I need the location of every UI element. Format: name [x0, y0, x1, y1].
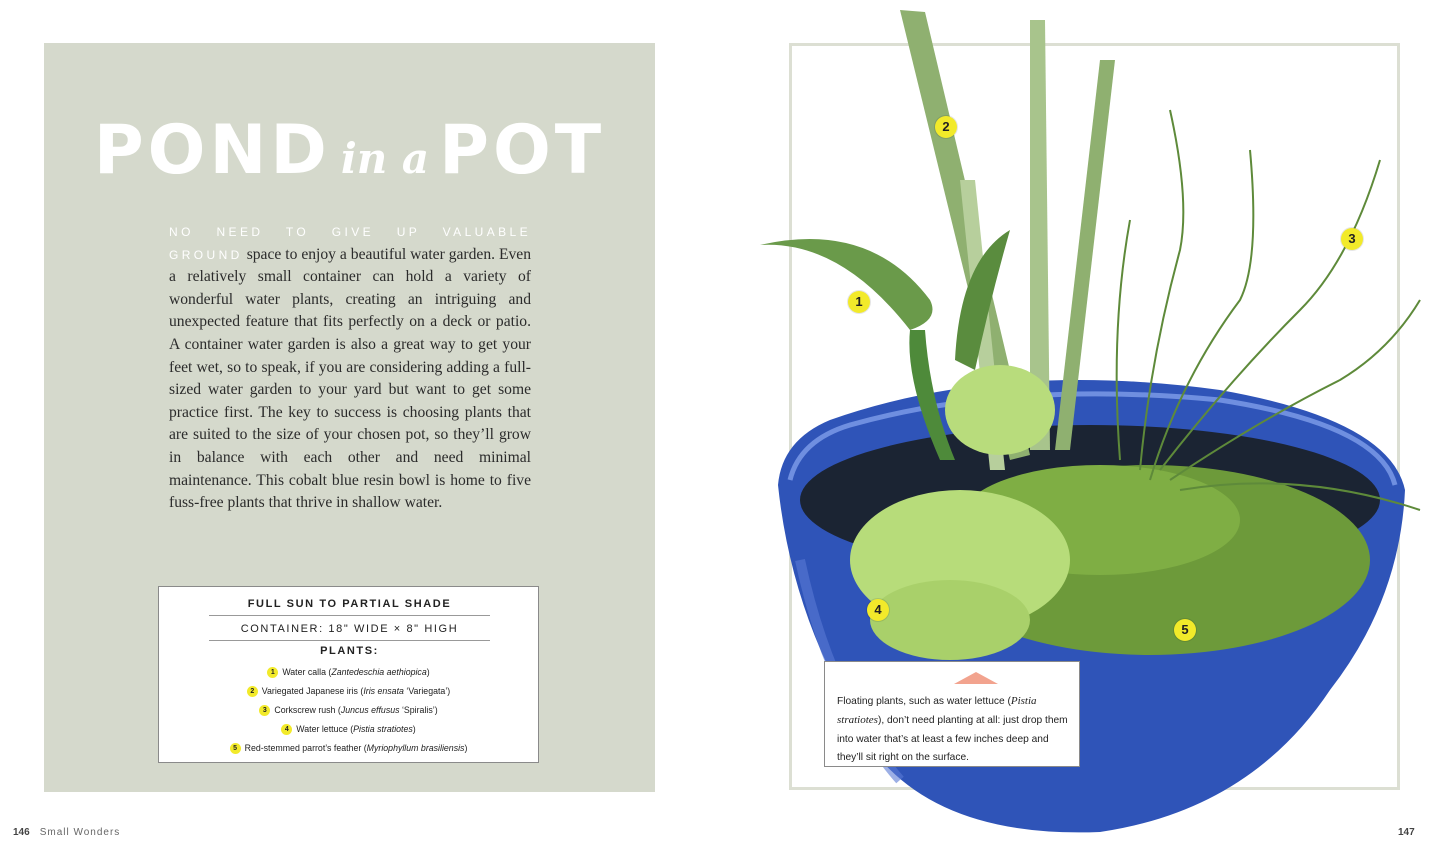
number-badge: 1	[267, 667, 278, 678]
caption-latin-name: Pistia stratiotes	[837, 695, 1037, 727]
callout-4: 4	[867, 599, 889, 621]
caption-pre: Floating plants, such as water lettuce (	[837, 696, 1011, 707]
caption-text	[837, 692, 1069, 768]
intro-lead-in: NO NEED TO GIVE UP VALUABLE GROUND	[169, 225, 531, 262]
title-word-pot: POT	[439, 111, 606, 190]
plant-latin-name: Pistia stratiotes	[353, 724, 413, 734]
plant-common-name: Red-stemmed parrot’s feather (	[244, 743, 367, 753]
plant-name-suffix: )	[412, 724, 416, 734]
plant-name-suffix: ‘Variegata’)	[403, 686, 451, 696]
number-badge: 3	[259, 705, 270, 716]
intro-body: space to enjoy a beautiful water garden. Even a relatively small container can hold a variety of wonderful water plants, creating an intriguing and unexpected feature that fits perfectly on a deck or patio. A container water garden is also a great way to get your feet wet, so to speak, if you are considering adding a full-sized water garden to your yard but want to get some practice first. The key to success is choosing plants that are suited to the size of your chosen pot, so they’ll grow in balance with each other and need minimal maintenance. This cobalt blue resin bowl is home to five fuss-free plants that thrive in shallow water.	[169, 245, 532, 512]
caption-post: ), don’t need planting at all: just drop them into water that’s at least a few inches deep and they’ll sit right on the surface.	[837, 715, 1068, 764]
number-badge: 4	[281, 724, 292, 735]
container-size: CONTAINER: 18" WIDE × 8" HIGH	[240, 623, 459, 635]
plant-common-name: Variegated Japanese iris (	[261, 686, 364, 696]
sun-requirement: FULL SUN TO PARTIAL SHADE	[247, 598, 452, 610]
plant-latin-name: Myriophyllum brasiliensis	[366, 743, 465, 753]
section-name: Small Wonders	[39, 827, 121, 838]
number-badge: 2	[247, 686, 258, 697]
plant-name-suffix: )	[464, 743, 468, 753]
plants-heading: PLANTS:	[320, 645, 379, 657]
plant-latin-name: Juncus effusus	[340, 705, 400, 715]
plant-common-name: Water calla (	[282, 667, 332, 677]
plant-latin-name: Iris ensata	[363, 686, 404, 696]
page-number: 146	[13, 827, 30, 838]
number-badge: 5	[230, 743, 241, 754]
title-word-pond: POND	[93, 111, 331, 190]
callout-1: 1	[848, 291, 870, 313]
caption-box	[824, 661, 1080, 767]
plant-common-name: Corkscrew rush (	[274, 705, 341, 715]
plant-latin-name: Zantedeschia aethiopica	[331, 667, 427, 677]
plant-name-suffix: ‘Spiralis’)	[399, 705, 438, 715]
right-page-number: 147	[1398, 827, 1415, 838]
plant-common-name: Water lettuce (	[296, 724, 354, 734]
callout-5: 5	[1174, 619, 1196, 641]
title-connector: in a	[340, 134, 430, 183]
caption-pointer-triangle	[954, 672, 998, 684]
callout-3: 3	[1341, 228, 1363, 250]
plant-name-suffix: )	[426, 667, 430, 677]
callout-2: 2	[935, 116, 957, 138]
